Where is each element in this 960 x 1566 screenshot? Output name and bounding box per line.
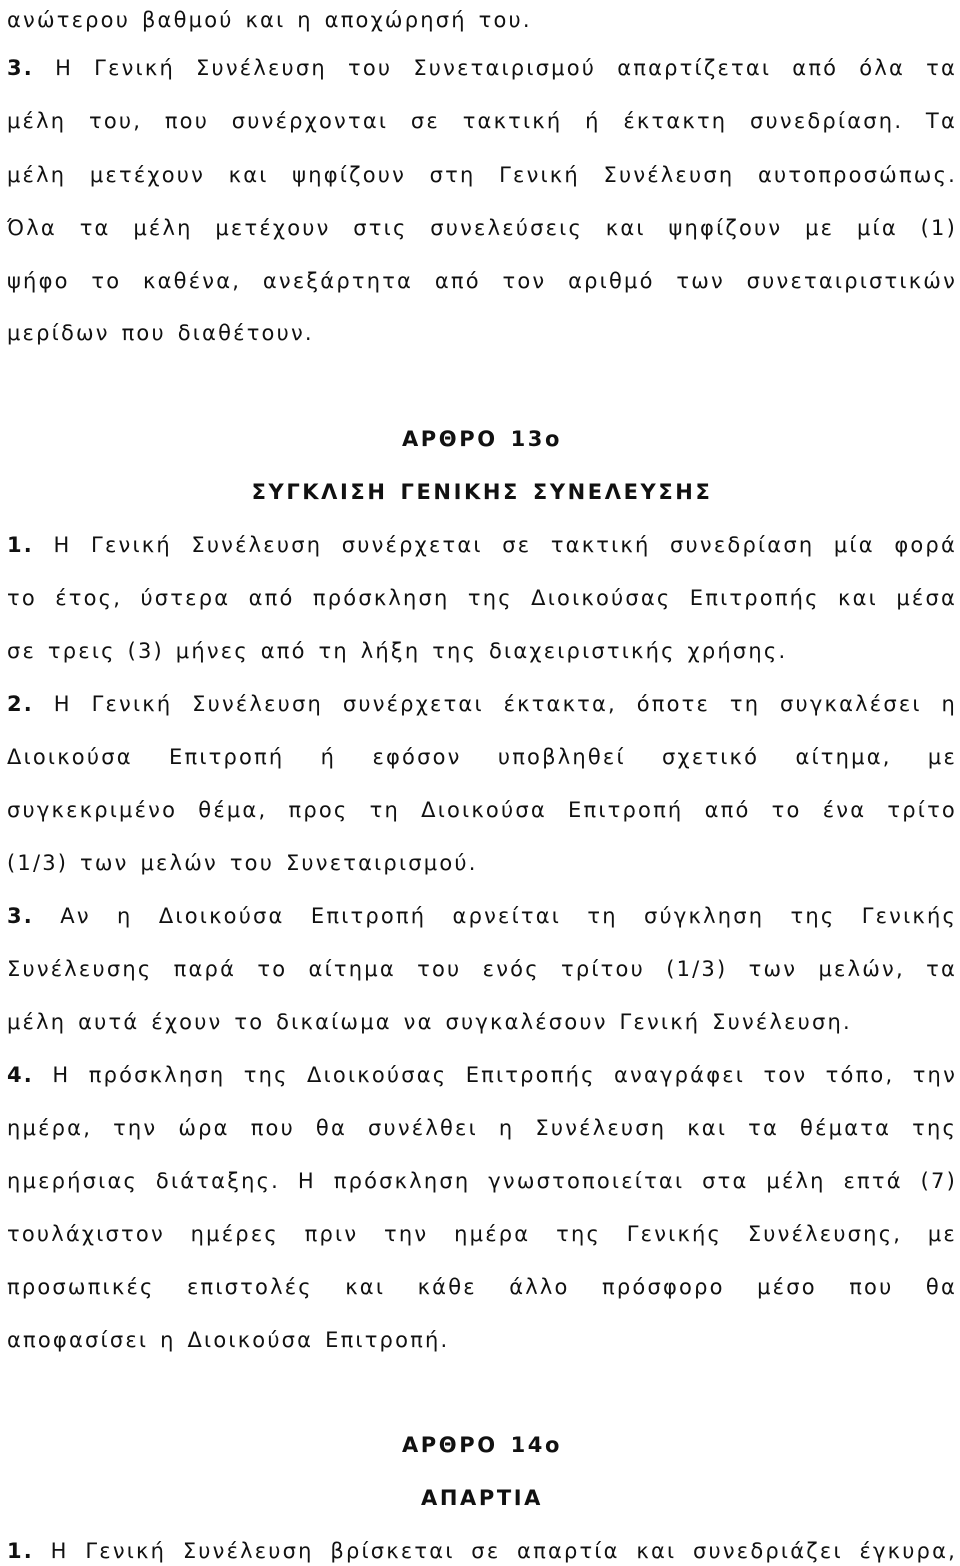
text-line: το έτος, ύστερα από πρόσκληση της Διοικούσας Επιτροπής και μέσα [7, 586, 957, 610]
text-line: μέλη αυτά έχουν το δικαίωμα να συγκαλέσουν Γενική Συνέλευση. [7, 1010, 852, 1034]
article-13-heading: ΑΡΘΡΟ 13ο [401, 427, 563, 451]
paragraph-number: 1. [7, 1539, 34, 1563]
paragraph-3-line-1: 3. Η Γενική Συνέλευση του Συνεταιρισμού απαρτίζεται από όλα τα [7, 56, 957, 80]
paragraph-4-line-1: 4. Η πρόσκληση της Διοικούσας Επιτροπής αναγράφει τον τόπο, την [7, 1063, 957, 1087]
text-line: Όλα τα μέλη μετέχουν στις συνελεύσεις και ψηφίζουν με μία (1) [7, 216, 957, 240]
paragraph-3-line-1: 3. Αν η Διοικούσα Επιτροπή αρνείται τη σύγκληση της Γενικής [7, 904, 957, 928]
text-line: ημερήσιας διάταξης. Η πρόσκληση γνωστοποιείται στα μέλη επτά (7) [7, 1169, 957, 1193]
text-line: σε τρεις (3) μήνες από τη λήξη της διαχειριστικής χρήσης. [7, 639, 788, 663]
text-line: Συνέλευσης παρά το αίτημα του ενός τρίτου (1/3) των μελών, τα [7, 957, 957, 981]
text-line: προσωπικές επιστολές και κάθε άλλο πρόσφορο μέσο που θα [7, 1275, 957, 1299]
text-line: συγκεκριμένο θέμα, προς τη Διοικούσα Επιτροπή από το ένα τρίτο [7, 798, 957, 822]
text-line: μερίδων που διαθέτουν. [7, 321, 314, 345]
article-14-subheading: ΑΠΑΡΤΙΑ [420, 1486, 544, 1510]
text-line: Διοικούσα Επιτροπή ή εφόσον υποβληθεί σχετικό αίτημα, με [7, 745, 957, 769]
paragraph-number: 1. [7, 533, 34, 557]
text-line: ανώτερου βαθμού και η αποχώρησή του. [7, 8, 532, 32]
paragraph-number: 2. [7, 692, 34, 716]
paragraph-number: 3. [7, 904, 34, 928]
paragraph-1-line-1: 1. Η Γενική Συνέλευση βρίσκεται σε απαρτία και συνεδριάζει έγκυρα, [7, 1539, 957, 1563]
text-line: μέλη μετέχουν και ψηφίζουν στη Γενική Συνέλευση αυτοπροσώπως. [7, 163, 957, 187]
paragraph-2-line-1: 2. Η Γενική Συνέλευση συνέρχεται έκτακτα, όποτε τη συγκαλέσει η [7, 692, 957, 716]
paragraph-1-line-1: 1. Η Γενική Συνέλευση συνέρχεται σε τακτική συνεδρίαση μία φορά [7, 533, 957, 557]
article-14-heading: ΑΡΘΡΟ 14ο [401, 1433, 563, 1457]
text-line: μέλη του, που συνέρχονται σε τακτική ή έκτακτη συνεδρίαση. Τα [7, 109, 957, 133]
text-line: (1/3) των μελών του Συνεταιρισμού. [7, 851, 478, 875]
text-line: αποφασίσει η Διοικούσα Επιτροπή. [7, 1328, 450, 1352]
text-line: τουλάχιστον ημέρες πριν την ημέρα της Γενικής Συνέλευσης, με [7, 1222, 957, 1246]
paragraph-number: 3. [7, 56, 34, 80]
text-line: ημέρα, την ώρα που θα συνέλθει η Συνέλευση και τα θέματα της [7, 1116, 957, 1140]
text-line: ψήφο το καθένα, ανεξάρτητα από τον αριθμό των συνεταιριστικών [7, 269, 957, 293]
article-13-subheading: ΣΥΓΚΛΙΣΗ ΓΕΝΙΚΗΣ ΣΥΝΕΛΕΥΣΗΣ [251, 480, 713, 504]
paragraph-number: 4. [7, 1063, 34, 1087]
